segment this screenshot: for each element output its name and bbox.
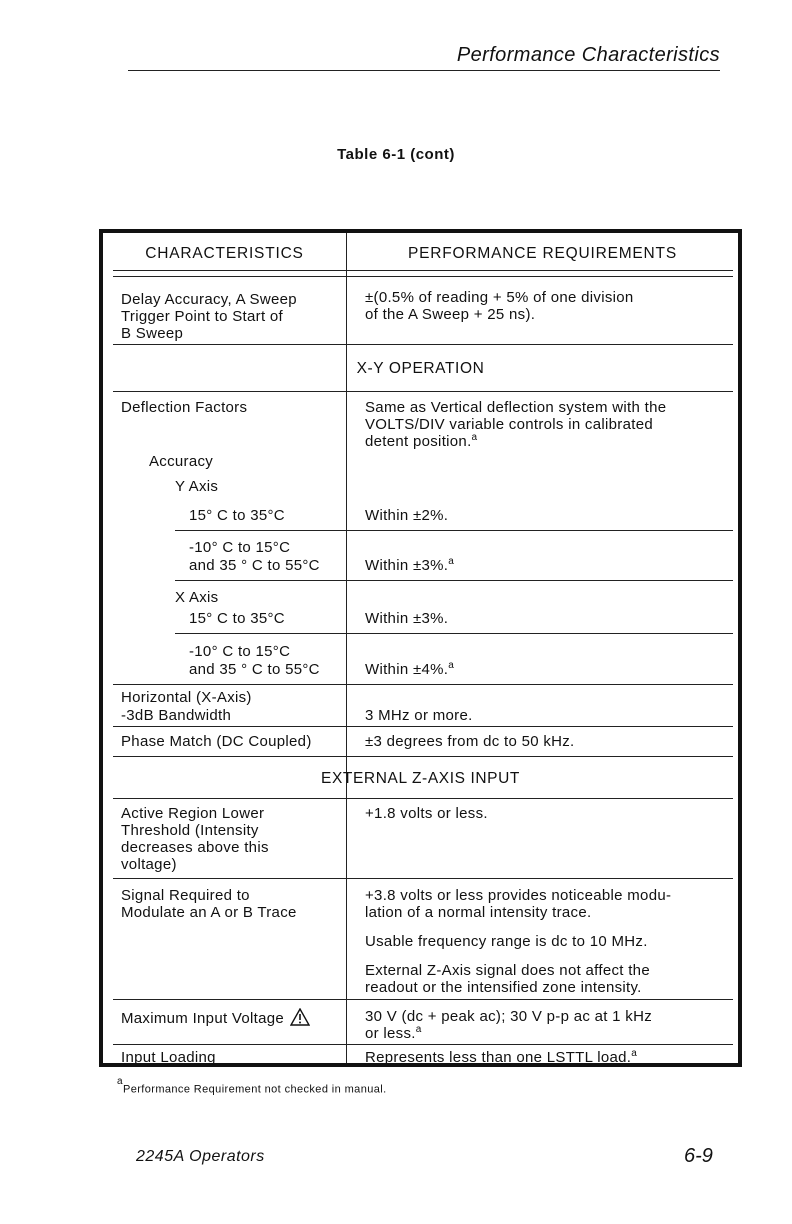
max-input-perf-line2 [365,1025,422,1042]
x-axis-label: X Axis [175,589,219,606]
row-rule [113,391,733,392]
row-rule [113,878,733,879]
max-input-perf-line1: 30 V (dc + peak ac); 30 V p-p ac at 1 kHz [365,1008,653,1025]
active-char-line3: decreases above this [121,839,269,856]
horizontal-char-line1: Horizontal (X-Axis) [121,689,252,706]
delay-perf-line1: ±(0.5% of reading + 5% of one division [365,289,634,306]
y-row2-char-line1: -10° C to 15°C [189,539,291,556]
header-rule-2 [113,276,733,277]
max-input-char [121,1008,310,1030]
y-row1-perf: Within ±2%. [365,507,449,524]
x-row2-perf [365,661,454,678]
running-header [128,44,720,71]
deflection-perf-line3 [365,433,477,450]
footnote-ref: a [631,1048,638,1059]
active-perf: +1.8 volts or less. [365,805,488,822]
signal-perf1-line1: +3.8 volts or less provides noticeable modu- [365,887,672,904]
y-row1-char: 15° C to 35°C [189,507,285,524]
section-z-axis: EXTERNAL Z-AXIS INPUT [321,770,520,787]
signal-char-line1: Signal Required to [121,887,250,904]
delay-char-line2: Trigger Point to Start of [121,308,284,325]
footnote-marker: a [117,1076,123,1087]
table-caption: Table 6-1 (cont) [337,146,455,163]
row-rule [113,684,733,685]
footnote-text: Performance Requirement not checked in manual. [122,1083,387,1096]
signal-perf2: Usable frequency range is dc to 10 MHz. [365,933,648,950]
max-input-perf-text: or less. [365,1025,416,1042]
phase-perf: ±3 degrees from dc to 50 kHz. [365,733,575,750]
row-rule [113,798,733,799]
row-rule [113,1044,733,1045]
signal-char-line2: Modulate an A or B Trace [121,904,297,921]
x-row2-char-line1: -10° C to 15°C [189,643,291,660]
active-char-line1: Active Region Lower [121,805,265,822]
signal-perf3-line1: External Z-Axis signal does not affect the [365,962,650,979]
input-loading-perf [365,1049,637,1066]
y-row2-char-line2: and 35 ° C to 55°C [189,557,320,574]
footnote-ref: a [448,556,455,567]
x-row2-perf-text: Within ±4%. [365,661,449,678]
header-rule-1 [113,270,733,271]
delay-perf-line2: of the A Sweep + 25 ns). [365,306,536,323]
row-rule [175,530,733,531]
footnote-ref: a [471,432,478,443]
row-rule [175,580,733,581]
section-xy-operation: X-Y OPERATION [356,360,485,377]
deflection-char: Deflection Factors [121,399,248,416]
col-header-characteristics: CHARACTERISTICS [145,245,304,262]
row-rule [175,633,733,634]
phase-char: Phase Match (DC Coupled) [121,733,312,750]
y-row2-perf [365,557,454,574]
row-rule [113,756,733,757]
delay-char-line1: Delay Accuracy, A Sweep [121,291,297,308]
footer-manual-title: 2245A Operators [136,1148,265,1165]
deflection-perf-line1: Same as Vertical deflection system with the [365,399,667,416]
deflection-perf-text: detent position. [365,433,472,450]
active-char-line4: voltage) [121,856,177,873]
row-rule [113,726,733,727]
column-divider [346,233,347,1063]
x-row2-char-line2: and 35 ° C to 55°C [189,661,320,678]
row-rule [113,999,733,1000]
row-rule [113,344,733,345]
active-char-line2: Threshold (Intensity [121,822,259,839]
col-header-performance: PERFORMANCE REQUIREMENTS [408,245,677,262]
x-row1-perf: Within ±3%. [365,610,449,627]
input-loading-char: Input Loading [121,1049,216,1066]
max-input-char-text: Maximum Input Voltage [121,1009,285,1027]
page-number: 6-9 [684,1145,713,1167]
footnote-ref: a [415,1024,422,1035]
performance-table [99,229,742,1067]
y-row2-perf-text: Within ±3%. [365,557,449,574]
footnote-ref: a [448,660,455,671]
horizontal-perf: 3 MHz or more. [365,707,473,724]
deflection-perf-line2: VOLTS/DIV variable controls in calibrated [365,416,653,433]
y-axis-label: Y Axis [175,478,219,495]
warning-triangle-icon [290,1008,310,1030]
accuracy-label: Accuracy [149,453,214,470]
signal-perf3-line2: readout or the intensified zone intensity. [365,979,642,996]
delay-char-line3: B Sweep [121,325,184,342]
footnote [117,1076,387,1096]
horizontal-char-line2: -3dB Bandwidth [121,707,232,724]
header-title: Performance Characteristics [456,44,720,66]
input-loading-perf-text: Represents less than one LSTTL load. [365,1049,632,1066]
signal-perf1-line2: lation of a normal intensity trace. [365,904,592,921]
x-row1-char: 15° C to 35°C [189,610,285,627]
